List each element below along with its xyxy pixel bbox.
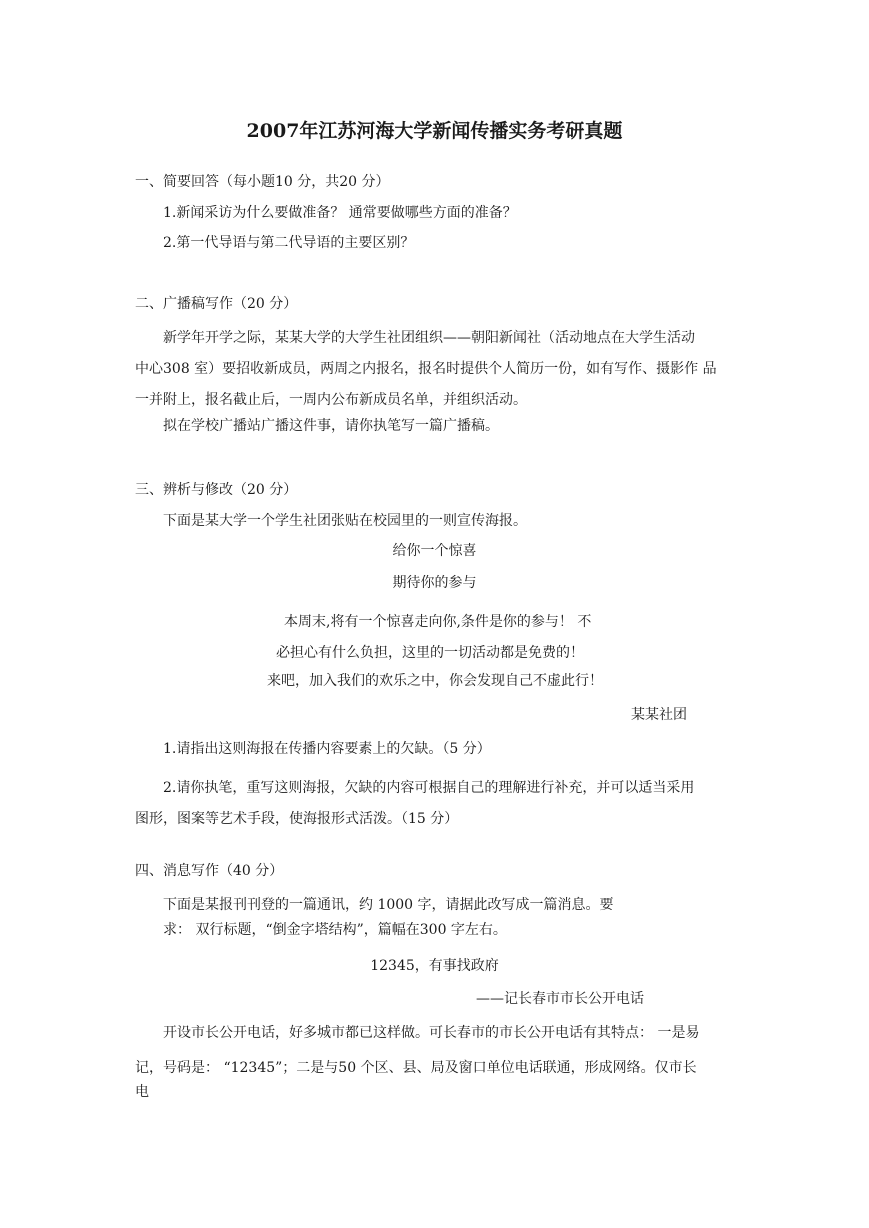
article-body-line1: 开设市长公开电话，好多城市都已这样做。可长春市的市长公开电话有其特点： 一是易 <box>163 1025 700 1041</box>
section3-question1: 1.请指出这则海报在传播内容要素上的欠缺。（5 分） <box>163 741 491 757</box>
section2-paragraph1-line3: 一并附上，报名截止后，一周内公布新成员名单，并组织活动。 <box>135 392 527 408</box>
section1-question1: 1.新闻采访为什么要做准备？ 通常要做哪些方面的准备？ <box>163 205 517 221</box>
section1-heading: 一、简要回答（每小题10 分，共20 分） <box>135 174 390 190</box>
section4-requirement-line2: 求： 双行标题，“倒金字塔结构”，篇幅在300 字左右。 <box>163 922 507 938</box>
poster-title-1: 给你一个惊喜 <box>392 543 477 559</box>
poster-title-2: 期待你的参与 <box>392 575 477 591</box>
article-subtitle: ——记长春市市长公开电话 <box>476 991 644 1007</box>
poster-line-2: 必担心有什么负担，这里的一切活动都是免费的！ <box>276 645 584 661</box>
section2-paragraph1-line2: 中心308 室）要招收新成员，两周之内报名，报名时提供个人简历一份，如有写作、摄影作 品 <box>135 361 717 377</box>
section1-question2: 2.第一代导语与第二代导语的主要区别？ <box>163 235 415 251</box>
article-body-line3: 电 <box>135 1084 149 1100</box>
article-body-line2: 记，号码是： “12345”；二是与50 个区、县、局及窗口单位电话联通，形成网络。仅市长 <box>135 1060 697 1076</box>
section2-heading: 二、广播稿写作（20 分） <box>135 296 298 312</box>
poster-line-3: 来吧，加入我们的欢乐之中，你会发现自己不虚此行！ <box>267 673 603 689</box>
section3-question2-line1: 2.请你执笔，重写这则海报，欠缺的内容可根据自己的理解进行补充，并可以适当采用 <box>163 780 695 796</box>
section3-heading: 三、辨析与修改（20 分） <box>135 482 298 498</box>
section2-paragraph1-line1: 新学年开学之际，某某大学的大学生社团组织——朝阳新闻社（活动地点在大学生活动 <box>163 330 695 346</box>
article-title: 12345，有事找政府 <box>370 958 499 974</box>
document-title: 2007年江苏河海大学新闻传播实务考研真题 <box>246 120 623 142</box>
section4-requirement-line1: 下面是某报刊刊登的一篇通讯，约 1000 字，请据此改写成一篇消息。要 <box>163 897 614 913</box>
section4-heading: 四、消息写作（40 分） <box>135 863 284 879</box>
section3-intro: 下面是某大学一个学生社团张贴在校园里的一则宣传海报。 <box>163 513 527 529</box>
poster-line-1: 本周末,将有一个惊喜走向你,条件是你的参与！ 不 <box>284 614 592 630</box>
section3-question2-line2: 图形，图案等艺术手段，使海报形式活泼。（15 分） <box>135 811 459 827</box>
poster-signature: 某某社团 <box>631 707 687 723</box>
section2-paragraph2: 拟在学校广播站广播这件事，请你执笔写一篇广播稿。 <box>163 418 499 434</box>
